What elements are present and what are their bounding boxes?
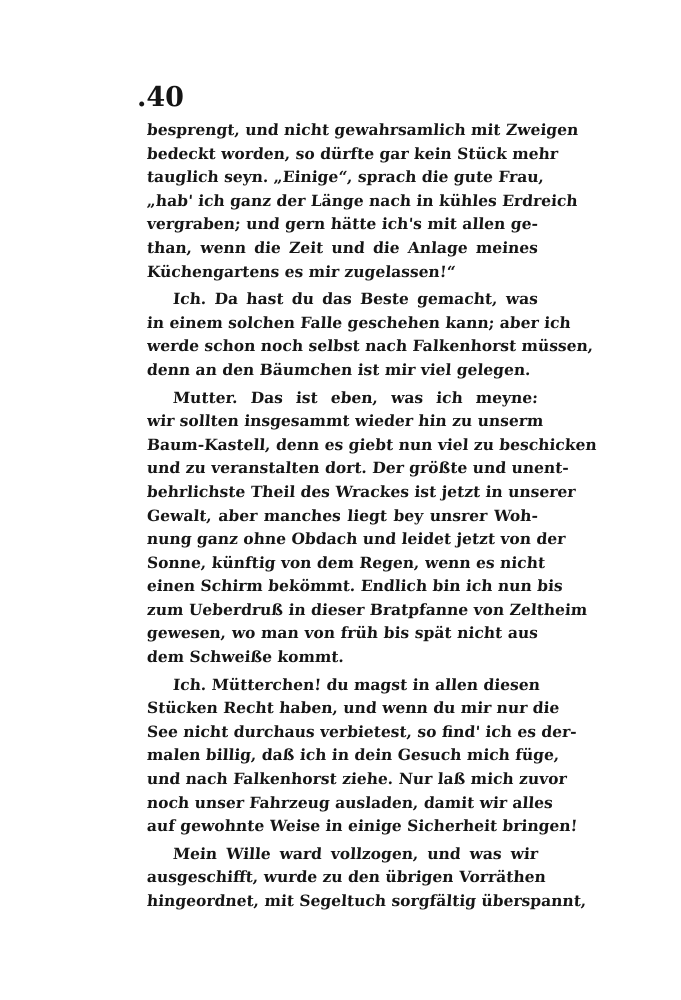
text-line: in einem solchen Falle geschehen kann; aber ich [146,312,572,332]
text-line: Gewalt, aber manches liegt bey unsrer Woh- [146,505,539,525]
text-line: Mein Wille ward vollzogen, und was wir [172,843,539,863]
text-line: denn an den Bäumchen ist mir viel gelegen. [146,359,532,379]
text-line: auf gewohnte Weise in einige Sicherheit bringen! [146,816,579,836]
text-line: dem Schweiße kommt. [146,647,345,667]
text-line: Mutter. Das ist eben, was ich meyne: [172,387,539,407]
text-line: hingeordnet, mit Segeltuch sorgfältig überspannt, [146,891,588,910]
body-text [146,118,598,913]
text-line: behrlichste Theil des Wrackes ist jetzt in unserer [146,481,577,501]
text-line: und nach Falkenhorst ziehe. Nur laß mich zuvor [146,769,568,789]
text-line: und zu veranstalten dort. Der größte und unent- [146,458,570,478]
text-line: tauglich seyn. „Einige“, sprach die gute Frau, [146,167,545,187]
page-number: .40 [137,82,184,113]
paragraph-2 [146,287,594,381]
text-line: Baum-Kastell, denn es giebt nun viel zu beschicken [146,434,598,454]
text-line: einen Schirm bekömmt. Endlich bin ich nun bis [146,576,564,596]
text-line: than, wenn die Zeit und die Anlage meines [146,237,539,257]
text-line: wir sollten insgesammt wieder hin zu unserm [146,411,545,431]
text-line: Ich. Mütterchen! du magst in allen diesen [172,674,541,694]
text-line: „hab' ich ganz der Länge nach in kühles Erdreich [146,190,579,210]
text-line: werde schon noch selbst nach Falkenhorst müssen, [146,336,594,356]
text-line: vergraben; und gern hätte ich's mit allen ge- [146,214,539,234]
text-line: See nicht durchaus verbietest, so find' ich es der- [146,721,578,741]
text-line: nung ganz ohne Obdach und leidet jetzt von der [146,529,567,549]
text-line: malen billig, daß ich in dein Gesuch mich füge, [146,745,561,765]
text-line: bedeckt worden, so dürfte gar kein Stück mehr [146,143,559,163]
text-line: ausgeschifft, wurde zu den übrigen Vorräthen [146,867,547,887]
text-line: besprengt, und nicht gewahrsamlich mit Zweigen [146,120,580,139]
text-line: Sonne, künftig von dem Regen, wenn es nicht [146,552,546,572]
paragraph-1 [146,118,580,283]
text-line: Ich. Da hast du das Beste gemacht, was [172,289,539,309]
text-line: gewesen, wo man von früh bis spät nicht aus [146,623,539,643]
text-line: noch unser Fahrzeug ausladen, damit wir alles [146,792,554,812]
text-line: Stücken Recht haben, und wenn du mir nur die [146,698,561,718]
paragraph-4 [146,673,579,838]
paragraph-3 [146,386,598,669]
text-line: Küchengartens es mir zugelassen!“ [146,261,457,281]
paragraph-5 [146,842,588,913]
text-line: zum Ueberdruß in dieser Bratpfanne von Zeltheim [146,599,589,619]
